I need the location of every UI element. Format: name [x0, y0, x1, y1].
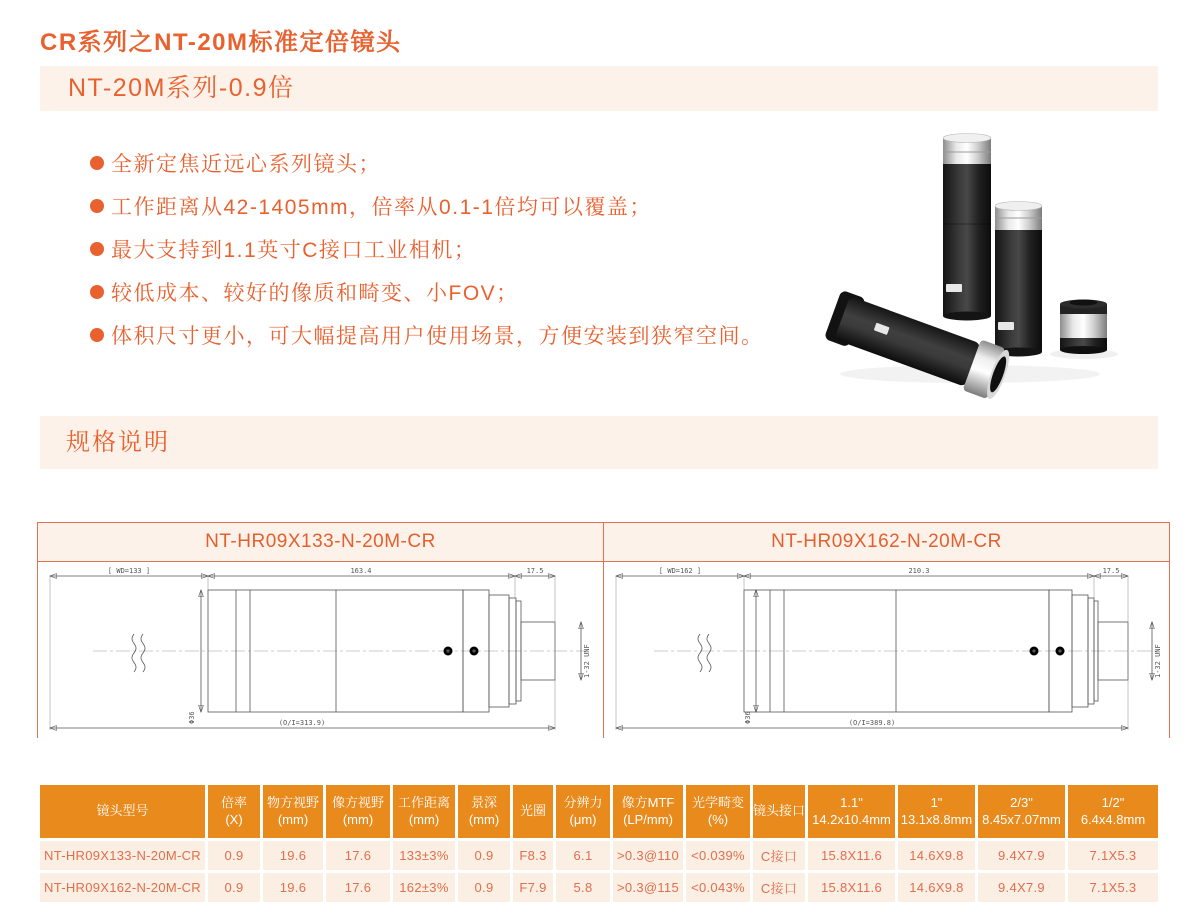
header-line1: 1.1"	[840, 794, 863, 810]
header-line2: 6.4x4.8mm	[1080, 811, 1146, 827]
dim-flange-label: 17.5	[1102, 567, 1120, 575]
dim-total-label: (O/I=313.9)	[278, 719, 326, 727]
lens-drawing-162	[604, 562, 1169, 740]
spec-section-title: 规格说明	[66, 429, 170, 456]
header-line1: 1/2"	[1101, 794, 1125, 810]
spec-value-cell: 7.1X5.3	[1068, 873, 1158, 902]
dim-flange-label: 17.5	[526, 567, 544, 575]
page-title: CR系列之NT-20M标准定倍镜头	[40, 29, 402, 56]
spec-value-cell: 0.9	[458, 873, 510, 902]
spec-header-cell	[1068, 785, 1158, 838]
spec-model-cell: NT-HR09X133-N-20M-CR	[40, 841, 205, 870]
spec-section-bar	[40, 416, 1158, 469]
spec-value-cell: C接口	[753, 873, 805, 902]
spec-header-cell	[458, 785, 510, 838]
drawing-model-title: NT-HR09X133-N-20M-CR	[38, 523, 603, 562]
bullet-icon	[90, 199, 104, 213]
spec-value-cell: 14.6X9.8	[898, 873, 975, 902]
header-line2: 13.1x8.8mm	[900, 811, 973, 827]
feature-item	[90, 270, 764, 313]
spec-value-cell: 14.6X9.8	[898, 841, 975, 870]
series-subtitle: NT-20M系列-0.9倍	[68, 74, 295, 102]
dim-wd-label: [ WD=162 ]	[658, 567, 702, 575]
header-line2: (μm)	[569, 811, 597, 827]
spec-value-cell: 133±3%	[393, 841, 455, 870]
spec-value-cell: <0.043%	[686, 873, 750, 902]
dim-diameter-label: Φ36	[188, 711, 196, 724]
header-line1: 1"	[930, 794, 943, 810]
header-line1: 光圈	[519, 803, 546, 819]
spec-header-cell	[898, 785, 975, 838]
spec-value-cell: 19.6	[263, 841, 323, 870]
lens-tall	[943, 134, 991, 321]
header-line1: 工作距离	[397, 794, 450, 810]
drawing-canvas	[38, 562, 603, 740]
spec-value-cell: 0.9	[208, 841, 260, 870]
header-line2: 8.45x7.07mm	[982, 811, 1061, 827]
dim-wd-label: [ WD=133 ]	[107, 567, 151, 575]
bullet-icon	[90, 285, 104, 299]
spec-value-cell: 9.4X7.9	[978, 873, 1065, 902]
dim-length-label: 210.3	[908, 567, 930, 575]
feature-item	[90, 313, 764, 356]
spec-value-cell: 15.8X11.6	[808, 841, 895, 870]
feature-text: 体积尺寸更小，可大幅提高用户使用场景，方便安装到狭窄空间。	[111, 324, 764, 348]
spec-header-cell	[393, 785, 455, 838]
header-line1: 镜头接口	[753, 803, 806, 819]
feature-text: 工作距离从42-1405mm，倍率从0.1-1倍均可以覆盖；	[111, 195, 652, 219]
spec-value-cell: 7.1X5.3	[1068, 841, 1158, 870]
header-line2: (LP/mm)	[623, 811, 673, 827]
drawing-panel-133	[38, 523, 603, 737]
header-line1: 倍率	[220, 794, 247, 810]
header-line1: 镜头型号	[96, 803, 149, 819]
header-line2: (mm)	[408, 811, 440, 827]
drawing-table	[37, 522, 1170, 738]
feature-item	[90, 227, 764, 270]
spec-value-cell: 19.6	[263, 873, 323, 902]
spec-table	[40, 785, 1158, 902]
drawing-canvas	[604, 562, 1169, 740]
lens-small	[1060, 300, 1107, 355]
series-subtitle-bar	[40, 66, 1158, 111]
spec-value-cell: 0.9	[458, 841, 510, 870]
spec-value-cell: <0.039%	[686, 841, 750, 870]
spec-header-cell	[808, 785, 895, 838]
feature-item	[90, 184, 764, 227]
lens-drawing-133	[38, 562, 603, 740]
bullet-icon	[90, 328, 104, 342]
drawing-panel-162	[603, 523, 1169, 737]
spec-header-cell	[753, 785, 805, 838]
spec-value-cell: 9.4X7.9	[978, 841, 1065, 870]
spec-header-cell	[556, 785, 610, 838]
spec-value-cell: 5.8	[556, 873, 610, 902]
drawing-model-title: NT-HR09X162-N-20M-CR	[604, 523, 1169, 562]
feature-text: 较低成本、较好的像质和畸变、小FOV；	[111, 281, 519, 305]
spec-header-cell	[513, 785, 553, 838]
spec-value-cell: C接口	[753, 841, 805, 870]
spec-value-cell: 17.6	[326, 841, 390, 870]
spec-value-cell: 0.9	[208, 873, 260, 902]
dim-diameter-label: Φ36	[744, 711, 752, 724]
spec-value-cell: 6.1	[556, 841, 610, 870]
feature-text: 最大支持到1.1英寸C接口工业相机；	[111, 238, 477, 262]
spec-value-cell: >0.3@110	[613, 841, 683, 870]
header-line2: 14.2x10.4mm	[812, 811, 891, 827]
spec-header-cell	[208, 785, 260, 838]
header-line1: 物方视野	[266, 794, 319, 810]
header-line1: 2/3"	[1010, 794, 1033, 810]
spec-value-cell: >0.3@115	[613, 873, 683, 902]
header-line2: (mm)	[468, 811, 500, 827]
feature-text: 全新定焦近远心系列镜头；	[111, 152, 381, 176]
dim-total-label: (O/I=389.8)	[848, 719, 896, 727]
header-line2: (mm)	[342, 811, 374, 827]
header-line2: (%)	[707, 811, 729, 827]
bullet-icon	[90, 156, 104, 170]
header-line1: 光学畸变	[691, 794, 744, 810]
spec-value-cell: F8.3	[513, 841, 553, 870]
header-line2: (X)	[225, 811, 243, 827]
header-line1: 像方MTF	[621, 794, 675, 810]
spec-header-cell	[686, 785, 750, 838]
spec-header-cell	[613, 785, 683, 838]
dim-thread-label: 1-32 UNF	[1154, 644, 1162, 678]
spec-value-cell: 17.6	[326, 873, 390, 902]
product-photo	[810, 106, 1200, 400]
lens-medium	[995, 202, 1042, 357]
header-line1: 像方视野	[331, 794, 384, 810]
bullet-icon	[90, 242, 104, 256]
header-line1: 景深	[470, 794, 497, 810]
spec-header-cell	[263, 785, 323, 838]
dim-length-label: 163.4	[350, 567, 372, 575]
header-line1: 分辨力	[563, 794, 603, 810]
feature-list	[90, 141, 764, 356]
feature-item	[90, 141, 764, 184]
spec-model-cell: NT-HR09X162-N-20M-CR	[40, 873, 205, 902]
spec-value-cell: F7.9	[513, 873, 553, 902]
spec-value-cell: 15.8X11.6	[808, 873, 895, 902]
header-line2: (mm)	[277, 811, 309, 827]
spec-header-cell	[40, 785, 205, 838]
spec-header-cell	[978, 785, 1065, 838]
dim-thread-label: 1-32 UNF	[583, 644, 591, 678]
spec-header-cell	[326, 785, 390, 838]
spec-value-cell: 162±3%	[393, 873, 455, 902]
